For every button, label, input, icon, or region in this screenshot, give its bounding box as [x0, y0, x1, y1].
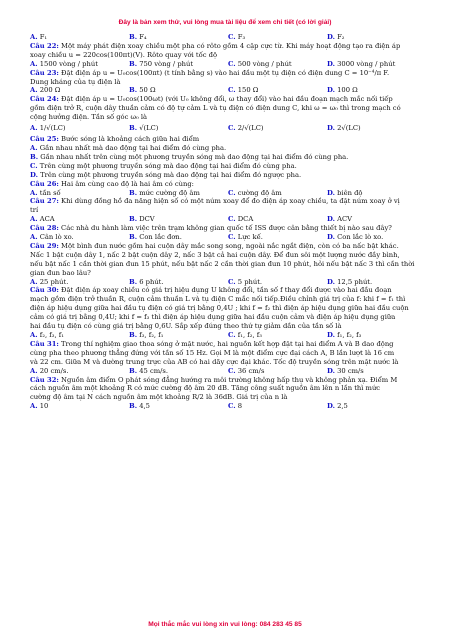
answer-option[interactable]: D. Con lắc lò xo. — [327, 233, 384, 242]
answer-option[interactable]: A. 1500 vòng / phút — [30, 59, 98, 68]
question-number: Câu 27: — [30, 197, 59, 206]
question-stem-continued — [30, 104, 428, 113]
question-text: cường độ âm tại N cách nguồn âm một khoảng R/2 là 36dB. Giá trị của n là — [30, 393, 288, 402]
answer-option[interactable]: C. 36 cm/s — [228, 366, 265, 375]
question-text: Một máy phát điện xoay chiều một pha có rôto gồm 4 cặp cực từ. Khi máy hoạt động tạo ra điện áp — [58, 41, 401, 50]
question-stem-continued — [30, 78, 428, 87]
answer-option[interactable]: C. 150 Ω — [228, 86, 259, 95]
question-block — [30, 376, 428, 412]
question-text: trí — [30, 206, 39, 215]
answer-option[interactable]: A. 10 — [30, 402, 49, 411]
question-text: Đặt điện áp u = U₀cos(100πt) (t tính bằng s) vào hai đầu một tụ điện có điện dung C = 10⁻⁴/π F. — [58, 68, 390, 77]
question-stem — [30, 135, 428, 144]
previous-question-options — [30, 33, 428, 42]
question-number: Câu 29: — [30, 241, 59, 250]
answer-option[interactable]: C. 500 vòng / phút — [228, 59, 292, 68]
question-stem-continued — [30, 113, 428, 122]
question-stem-continued — [30, 269, 428, 278]
question-stem-continued — [30, 51, 428, 60]
answer-option[interactable]: B. 45 cm/s. — [129, 366, 169, 375]
answer-option[interactable]: A. 25 phút. — [30, 277, 69, 286]
answer-option[interactable]: D. Trên cùng một phương truyền sóng mà dao động tại hai điểm đó ngược pha. — [30, 170, 302, 179]
answer-option[interactable]: D. 2,5 — [327, 402, 348, 411]
answer-option[interactable]: B. 750 vòng / phút — [129, 59, 194, 68]
answer-option[interactable]: A. Gần nhau nhất mà dao động tại hai điểm đó cùng pha. — [30, 143, 227, 152]
question-block — [30, 69, 428, 96]
question-text: Đặt điện áp xoay chiều có giá trị hiệu dụng U không đổi, tần số f thay đổi được vào hai đầu đoạn — [58, 286, 392, 295]
question-text: mạch gồm điện trở thuần R, cuộn cảm thuần L và tụ điện C mắc nối tiếp.Điều chỉnh giá trị của f: khi f = f₁ thì — [30, 295, 406, 304]
question-stem — [30, 340, 428, 349]
question-stem-continued — [30, 322, 428, 331]
question-stem-continued — [30, 206, 428, 215]
question-stem — [30, 95, 428, 104]
answer-option[interactable]: D. 30 cm/s — [327, 366, 364, 375]
option-c[interactable]: C. F₃ — [228, 33, 246, 41]
answer-option[interactable]: A. Cân lò xo. — [30, 233, 74, 242]
question-text: Khi dùng đồng hồ đa năng hiện số có một núm xoay để đo điện áp xoay chiều, ta đặt núm xoay ở vị — [58, 197, 400, 206]
answer-option[interactable]: D. biên độ — [327, 188, 363, 197]
option-d[interactable]: D. F₂ — [327, 33, 345, 41]
question-stem — [30, 224, 428, 233]
answer-option[interactable]: A. f₂, f₃, f₁ — [30, 331, 64, 339]
question-stem-continued — [30, 295, 428, 304]
answer-option[interactable]: C. f₁, f₂, f₃ — [228, 331, 262, 339]
question-stem-continued — [30, 304, 428, 313]
question-text: Trong thí nghiệm giao thoa sóng ở mặt nước, hai nguồn kết hợp đặt tại hai điểm A và B dao động — [58, 339, 394, 348]
preview-notice-header: Đây là bản xem thử, vui lòng mua tài liệu để xem chi tiết (có lời giải) — [118, 19, 332, 26]
answer-option[interactable]: A. 20 cm/s. — [30, 366, 69, 375]
question-number: Câu 32: — [30, 375, 59, 384]
question-stem-continued — [30, 393, 428, 402]
answer-option[interactable]: A. 1/√(LC) — [30, 124, 66, 133]
answer-option[interactable]: D. ACV — [327, 215, 353, 224]
question-text: cùng pha theo phương thẳng đứng với tần số 15 Hz. Gọi M là một điểm cực đại cách A, B lần lượt là 16 cm — [30, 348, 395, 357]
answer-option[interactable]: B. DCV — [129, 215, 155, 224]
answer-option[interactable]: B. f₃, f₂, f₁ — [129, 331, 164, 339]
question-text: cảm có giá trị bằng 0,4U; khi f = f₃ thì điện áp hiệu dụng giữa hai đầu cuộn cảm và điện áp hiệu dụng giữa — [30, 313, 396, 322]
question-number: Câu 30: — [30, 286, 59, 295]
question-text: Bước sóng là khoảng cách giữa hai điểm — [58, 135, 200, 144]
answer-option[interactable]: D. 2√(LC) — [327, 124, 361, 133]
question-text: Đặt điện áp u = U₀cos(100ωt) (với U₀ không đổi, ω thay đổi) vào hai đầu đoạn mạch mắc nối tiếp — [58, 95, 393, 104]
question-block — [30, 286, 428, 339]
answer-options-row — [30, 215, 428, 224]
question-number: Câu 31: — [30, 339, 59, 348]
answer-option[interactable]: B. √(LC) — [129, 124, 159, 133]
answer-option[interactable]: C. Trên cùng một phương truyền sóng mà dao động tại hai điểm đó cùng pha. — [30, 161, 297, 170]
question-text: Một bình đun nước gồm hai cuộn dây mắc song song, ngoài nắc ngắt điện, còn có ba nấc bật khác. — [58, 241, 399, 250]
question-block — [30, 95, 428, 135]
question-text: Các nhà du hành làm việc trên trạm không gian quốc tế ISS được cân bằng thiết bị nào sau đây? — [58, 224, 392, 233]
question-stem-continued — [30, 358, 428, 367]
question-block — [30, 42, 428, 69]
answer-option[interactable]: B. 6 phút. — [129, 277, 164, 286]
answer-option[interactable]: B. 4,5 — [129, 402, 150, 411]
answer-options-row — [30, 86, 428, 95]
question-text: Hai âm cùng cao độ là hai âm có cùng: — [58, 179, 194, 188]
answer-options-row — [30, 233, 428, 242]
answer-options-row — [30, 122, 428, 135]
question-number: Câu 26: — [30, 179, 59, 188]
answer-options-row — [30, 402, 428, 411]
question-text: và 22 cm. Giữa M và đường trung trực của AB có hai dãy cực đại khác. Tốc độ truyền sóng trên mặt nước là — [30, 357, 399, 366]
answer-option[interactable]: C. 5 phút. — [228, 277, 263, 286]
question-block — [30, 135, 428, 180]
question-stem — [30, 242, 428, 251]
question-text: cộng hưởng điện. Tần số góc ω₀ là — [30, 113, 148, 122]
question-number: Câu 24: — [30, 95, 59, 104]
answer-options-row — [30, 331, 428, 340]
answer-option[interactable]: B. mức cường độ âm — [129, 188, 200, 197]
answer-option[interactable]: C. cường độ âm — [228, 188, 282, 197]
answer-option[interactable]: B. 50 Ω — [129, 86, 156, 95]
answer-option[interactable]: C. 2/√(LC) — [228, 124, 264, 133]
question-stem — [30, 42, 428, 51]
question-text: gian đun bao lâu? — [30, 268, 91, 277]
question-stem — [30, 180, 428, 189]
question-stem-continued — [30, 251, 428, 260]
question-stem-continued — [30, 260, 428, 269]
answer-option[interactable]: A. ACA — [30, 215, 55, 224]
answer-option[interactable]: C. 8 — [228, 402, 243, 411]
question-stem-continued — [30, 384, 428, 393]
answer-option[interactable]: A. 200 Ω — [30, 86, 61, 95]
question-text: Dung kháng của tụ điện là — [30, 77, 121, 86]
contact-footer: Mọi thắc mắc vui lòng xin vui lòng: 084 283 45 85 — [148, 621, 302, 628]
answer-option[interactable]: B. Con lắc đơn. — [129, 233, 182, 242]
answer-option[interactable]: D. 3000 vòng / phút — [327, 59, 396, 68]
question-number: Câu 23: — [30, 68, 59, 77]
question-stem-continued — [30, 349, 428, 358]
question-text: xoay chiều u = 220cos(100πt)(V). Rôto quay với tốc độ — [30, 50, 218, 59]
question-text: điện áp hiệu dụng giữa hai đầu tụ điện có giá trị bằng 0,4U ; khi f = f₂ thì điện áp hiệu dụng giữa hai đầu cuộn — [30, 304, 409, 313]
answer-option[interactable]: B. Gần nhau nhất trên cùng một phương truyền sóng mà dao động tại hai điểm đó cùng pha. — [30, 152, 349, 161]
option-b[interactable]: B. F₄ — [129, 33, 147, 41]
question-block — [30, 180, 428, 198]
question-number: Câu 28: — [30, 224, 59, 233]
question-block — [30, 242, 428, 287]
answer-options-row — [30, 60, 428, 69]
question-number: Câu 22: — [30, 41, 59, 50]
question-block — [30, 340, 428, 376]
question-stem — [30, 69, 428, 78]
answer-option[interactable]: D. 12,5 phút. — [327, 277, 373, 286]
answer-option[interactable]: D. f₁, f₂, f₃ — [327, 331, 362, 339]
question-text: gồm điện trở R, cuộn dây thuần cảm có độ tự cảm L và tụ điện có điện dung C, khi ω = ω₀ thì trong mạch có — [30, 104, 401, 113]
answer-options-row — [30, 367, 428, 376]
answer-option[interactable]: C. Lực kế. — [228, 233, 263, 242]
answer-option[interactable]: C. DCA — [228, 215, 254, 224]
option-a[interactable]: A. F₁ — [30, 33, 48, 41]
question-list — [30, 33, 428, 411]
question-text: nếu bật nấc 1 cần thời gian đun 15 phút, nếu bật nấc 2 cần thời gian đun 10 phút, hỏi nếu bật nấc 3 thì cần thời — [30, 259, 415, 268]
question-text: Nguồn âm điểm O phát sóng đẳng hướng ra môi trường không hấp thụ và không phản xạ. Điểm M — [58, 375, 398, 384]
question-block — [30, 224, 428, 242]
answer-option[interactable]: A. tần số — [30, 188, 61, 197]
question-stem — [30, 197, 428, 206]
question-number: Câu 25: — [30, 135, 59, 144]
answer-option[interactable]: D. 100 Ω — [327, 86, 358, 95]
question-text: cách nguồn âm một khoảng R có mức cường độ âm 20 dB. Tăng công suất nguồn âm lên n lần thì mức — [30, 384, 381, 393]
question-text: hai đầu tụ điện có cùng giá trị bằng 0,6U. Sắp xếp đúng theo thứ tự giảm dần của tần số là — [30, 322, 342, 331]
question-stem-continued — [30, 313, 428, 322]
question-block — [30, 197, 428, 224]
question-text: Nấc 1 bật cuộn dây 1, nấc 2 bật cuộn dây 2, nấc 3 bật cả hai cuộn dây. Để đun sôi một lượng nước đầy bình, — [30, 250, 400, 259]
